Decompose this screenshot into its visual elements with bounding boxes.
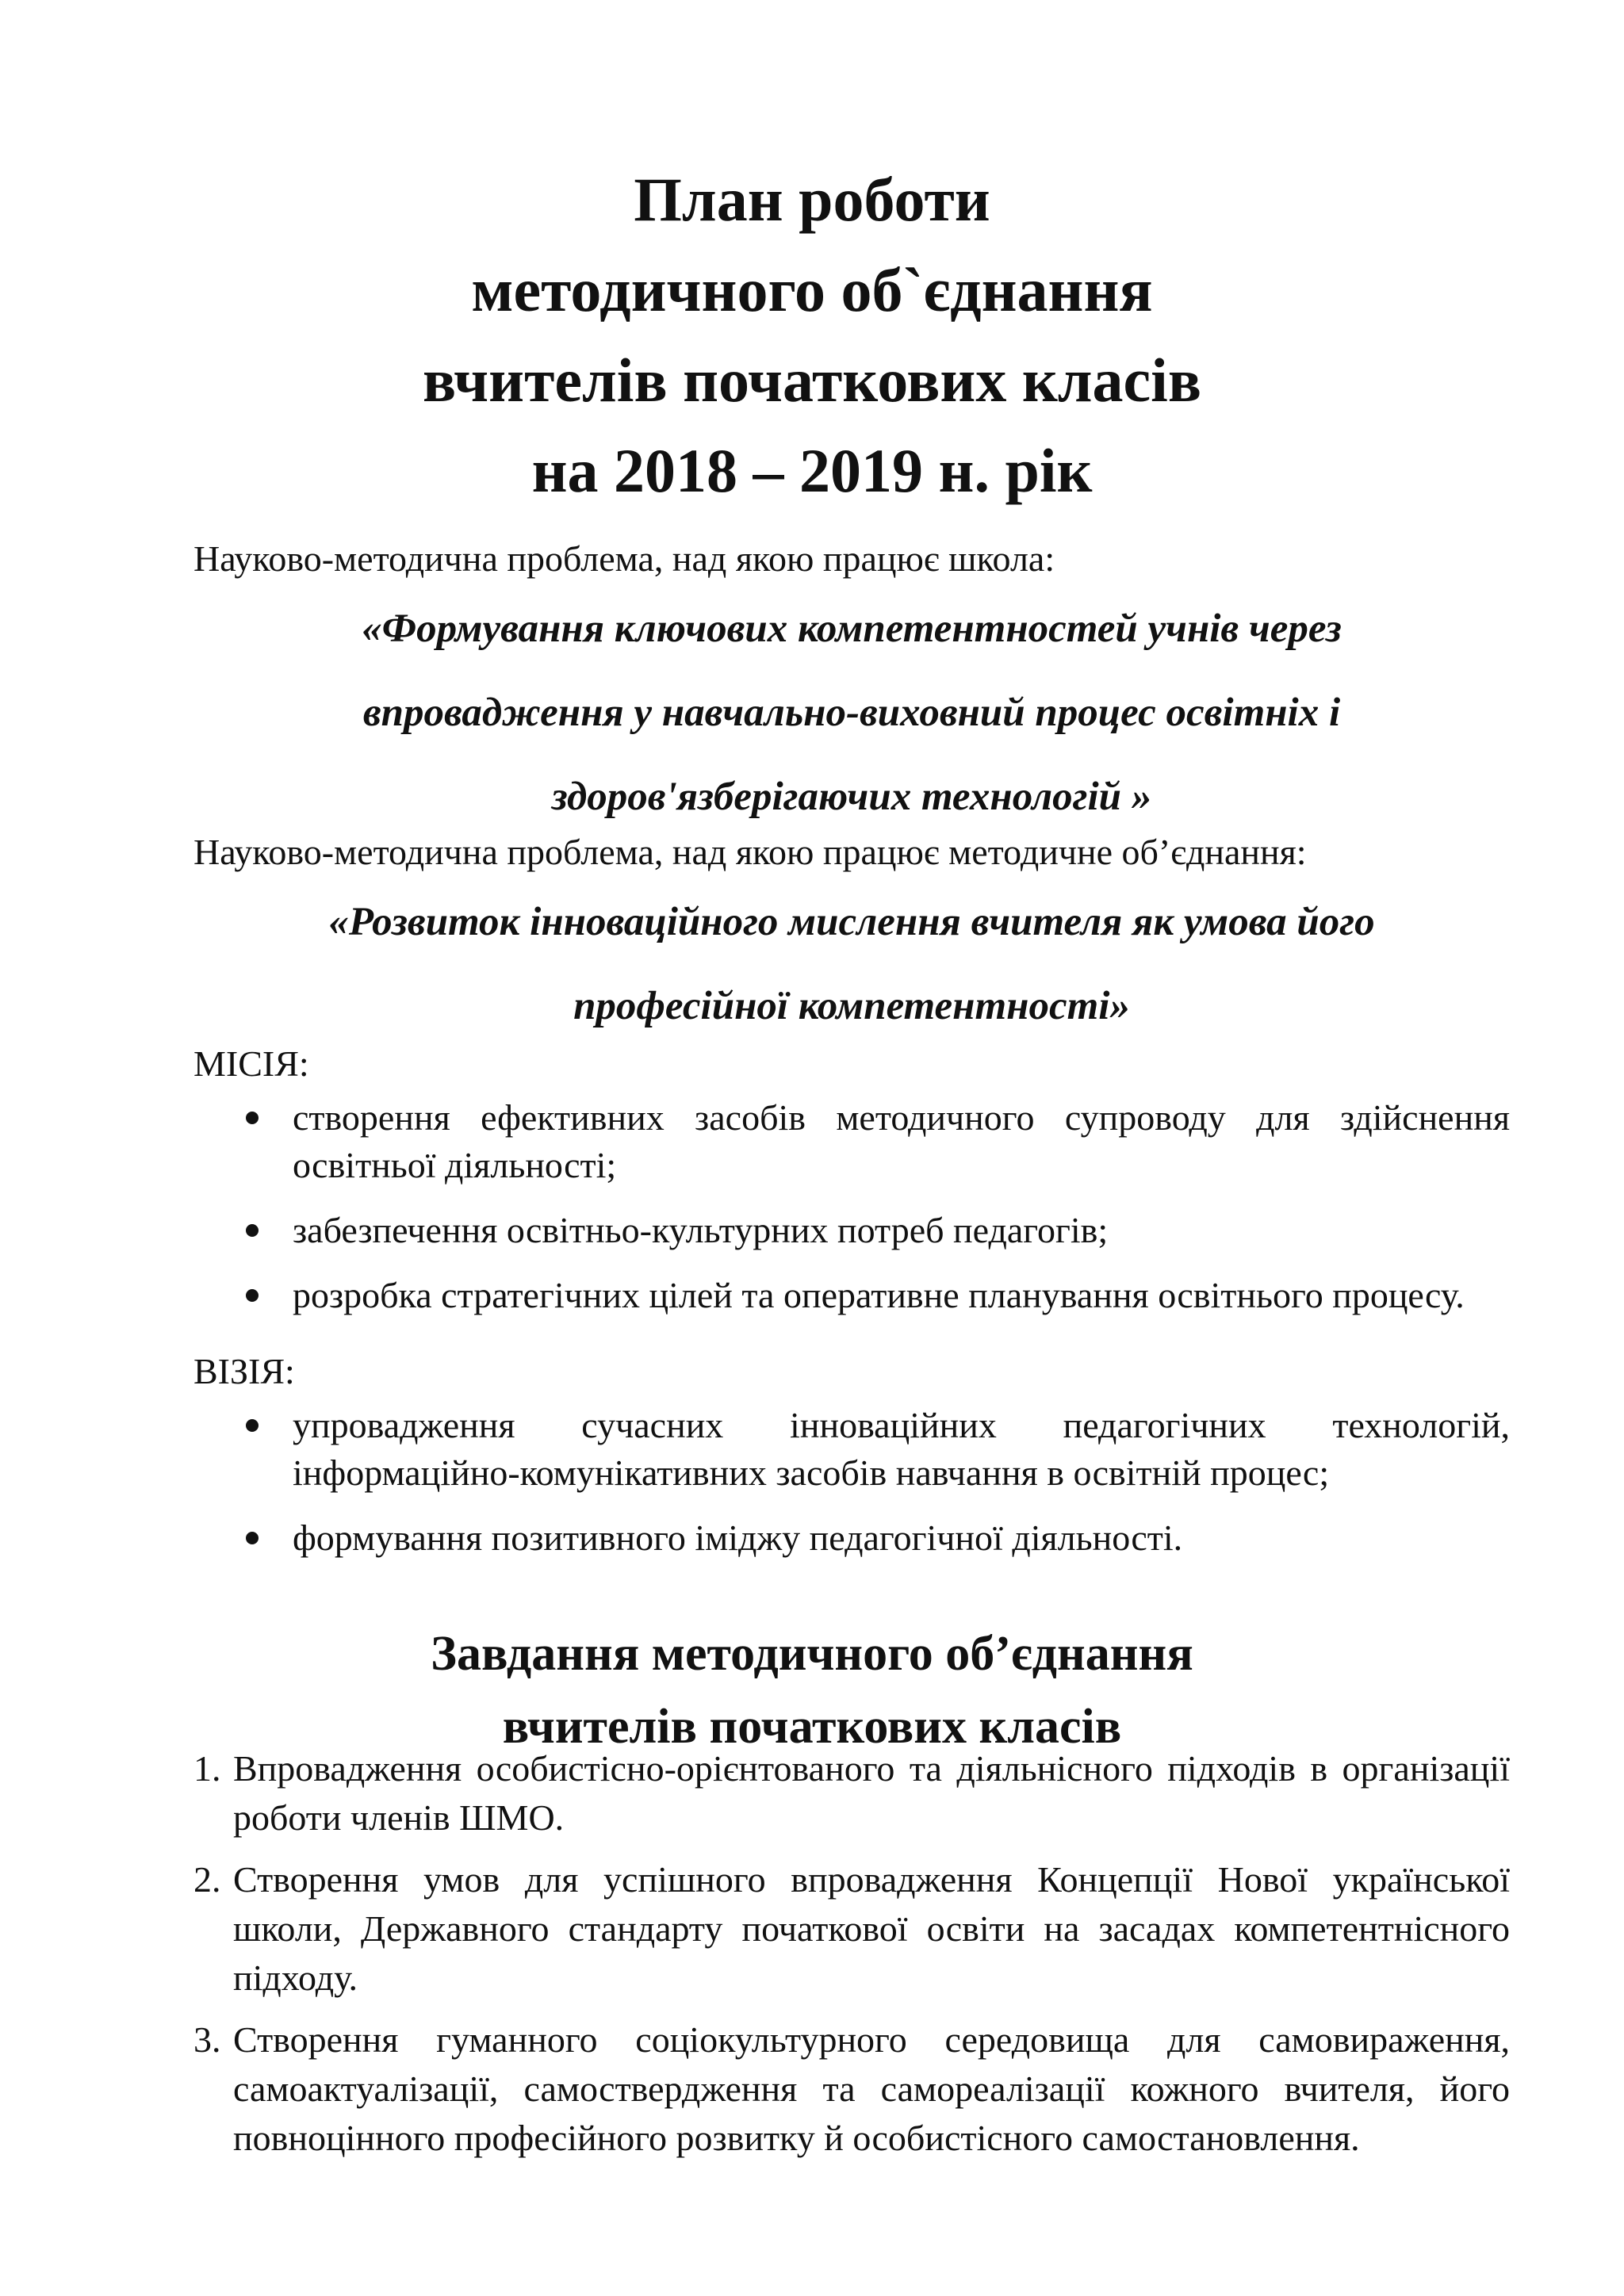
list-item-text: забезпечення освітньо-культурних потреб педагогів; bbox=[293, 1210, 1109, 1250]
task-text: Впровадження особистісно-орієнтованого та діяльнісного підходів в організації роботи членів ШМО. bbox=[233, 1748, 1510, 1838]
task-item bbox=[193, 1744, 1510, 1843]
section-title-line: Завдання методичного об’єднання bbox=[431, 1627, 1193, 1681]
list-item-text: формування позитивного іміджу педагогічної діяльності. bbox=[293, 1517, 1183, 1558]
quote-line: «Розвиток інноваційного мислення вчителя як умова його bbox=[328, 900, 1375, 944]
mo-problem-label: Науково-методична проблема, над якою працює методичне об’єднання: bbox=[193, 832, 1307, 872]
quote-line: впровадження у навчально-виховний процес освітніх і bbox=[362, 691, 1341, 735]
quote-line: професійної компетентності» bbox=[573, 984, 1130, 1028]
task-number: 1. bbox=[193, 1748, 221, 1789]
list-item bbox=[193, 1207, 1510, 1254]
task-text: Створення гуманного соціокультурного середовища для самовираження, самоактуалізації, самоствердження та самореалізації кожного вчителя, його повноцінного професійного розвитку й особистісного самостановлення. bbox=[233, 2019, 1510, 2158]
bullet-icon bbox=[246, 1419, 259, 1432]
bullet-icon bbox=[246, 1532, 259, 1544]
vision-list bbox=[193, 1402, 1510, 1579]
title-line: на 2018 – 2019 н. рік bbox=[531, 436, 1093, 505]
title-line: методичного об`єднання bbox=[471, 255, 1153, 324]
quote-line: здоров'язберігаючих технологій » bbox=[551, 775, 1152, 819]
tasks-list bbox=[193, 1744, 1510, 2175]
mo-problem-quote bbox=[193, 880, 1510, 1048]
tasks-section-title bbox=[0, 1617, 1624, 1763]
list-item bbox=[193, 1094, 1510, 1189]
list-item bbox=[193, 1514, 1510, 1562]
title-line: План роботи bbox=[634, 165, 990, 234]
school-problem-label: Науково-методична проблема, над якою працює школа: bbox=[193, 538, 1055, 579]
bullet-icon bbox=[246, 1289, 259, 1302]
vision-heading: ВІЗІЯ: bbox=[193, 1351, 295, 1391]
bullet-icon bbox=[246, 1112, 259, 1124]
section-title-line: вчителів початкових класів bbox=[502, 1700, 1122, 1754]
list-item-text: упровадження сучасних інноваційних педагогічних технологій, інформаційно-комунікативних засобів навчання в освітній процес; bbox=[293, 1405, 1510, 1493]
list-item-text: створення ефективних засобів методичного супроводу для здійснення освітньої діяльності; bbox=[293, 1097, 1510, 1185]
bullet-icon bbox=[246, 1224, 259, 1237]
mission-list bbox=[193, 1094, 1510, 1337]
title-line: вчителів початкових класів bbox=[423, 346, 1201, 415]
task-number: 2. bbox=[193, 1859, 221, 1900]
quote-line: «Формування ключових компетентностей учнів через bbox=[362, 607, 1342, 651]
list-item bbox=[193, 1402, 1510, 1497]
list-item-text: розробка стратегічних цілей та оперативне планування освітнього процесу. bbox=[293, 1275, 1465, 1315]
task-item bbox=[193, 2015, 1510, 2163]
mission-heading: МІСІЯ: bbox=[193, 1043, 309, 1084]
document-title bbox=[0, 155, 1624, 516]
school-problem-quote bbox=[193, 587, 1510, 839]
task-number: 3. bbox=[193, 2019, 221, 2060]
task-text: Створення умов для успішного впровадження Концепції Нової української школи, Державного стандарту початкової освіти на засадах компетентнісного підходу. bbox=[233, 1859, 1510, 1998]
list-item bbox=[193, 1272, 1510, 1319]
task-item bbox=[193, 1855, 1510, 2003]
